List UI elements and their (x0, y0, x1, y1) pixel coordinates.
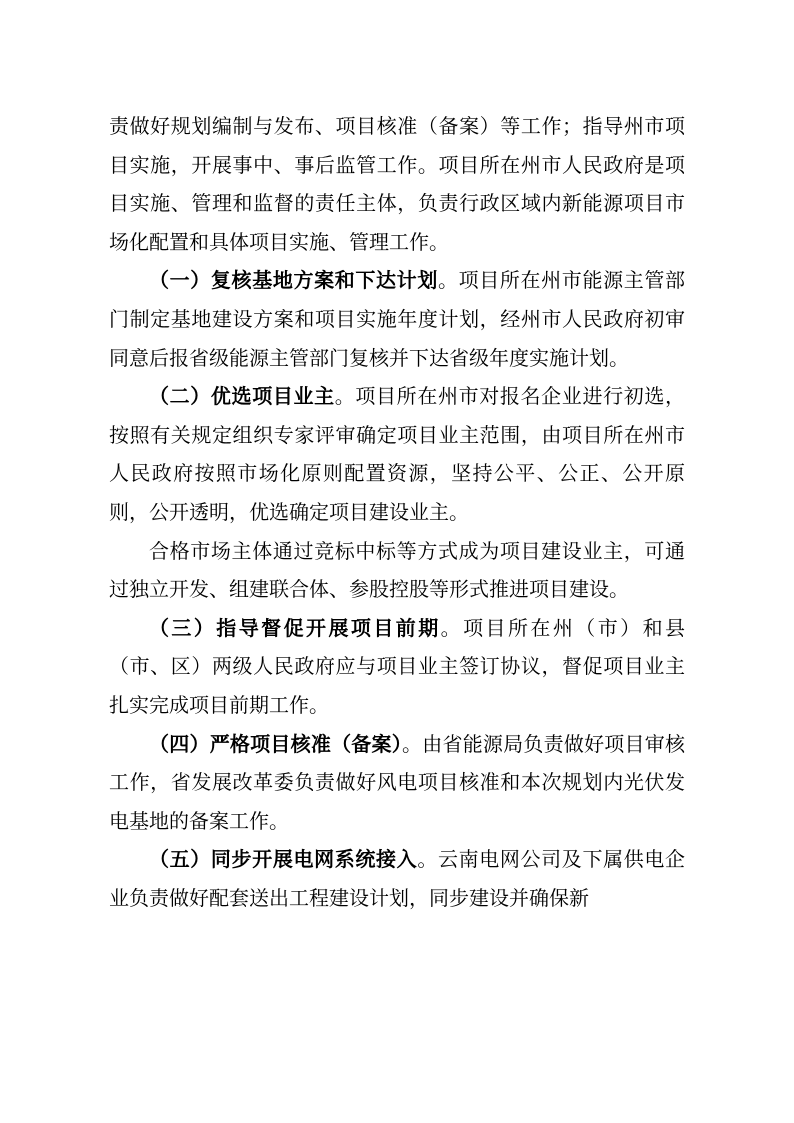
section-5-text: 。云南电网公司及下属供电企业负责做好配套送出工程建设计划，同步建设并确保新 (109, 847, 686, 910)
section-3-paragraph (109, 609, 685, 725)
paragraph-intro: 责做好规划编制与发布、项目核准（备案）等工作；指导州市项目实施，开展事中、事后监管工作。项目所在州市人民政府是项目实施、管理和监督的责任主体，负责行政区域内新能源项目市场化配置和具体项目实施、管理工作。 (109, 114, 685, 254)
section-2-heading: （二）优选项目业主 (149, 384, 335, 409)
section-1-paragraph (109, 261, 685, 377)
section-4-paragraph (109, 725, 685, 841)
document-body (109, 107, 685, 917)
section-2-text: 。项目所在州市对报名企业进行初选，按照有关规定组织专家评审确定项目业主范围，由项目所在州市人民政府按照市场化原则配置资源，坚持公平、公正、公开原则，公开透明，优选确定项目建设业主。 (109, 384, 686, 524)
section-3-text: 。项目所在州（市）和县（市、区）两级人民政府应与项目业主签订协议，督促项目业主扎实完成项目前期工作。 (109, 615, 686, 717)
paragraph-market-entity: 合格市场主体通过竞标中标等方式成为项目建设业主，可通过独立开发、组建联合体、参股控股等形式推进项目建设。 (109, 538, 685, 602)
section-4-heading: （四）严格项目核准（备案） (149, 731, 402, 756)
section-1-text: 。项目所在州市能源主管部门制定基地建设方案和项目实施年度计划，经州市人民政府初审同意后报省级能源主管部门复核并下达省级年度实施计划。 (109, 268, 686, 370)
section-1-heading: （一）复核基地方案和下达计划 (149, 268, 438, 293)
section-5-heading: （五）同步开展电网系统接入 (149, 847, 418, 872)
section-4-text: 。由省能源局负责做好项目审核工作，省发展改革委负责做好风电项目核准和本次规划内光伏发电基地的备案工作。 (109, 731, 685, 833)
section-5-paragraph (109, 840, 685, 917)
section-2-paragraph (109, 377, 685, 531)
section-3-heading: （三）指导督促开展项目前期 (149, 615, 441, 640)
